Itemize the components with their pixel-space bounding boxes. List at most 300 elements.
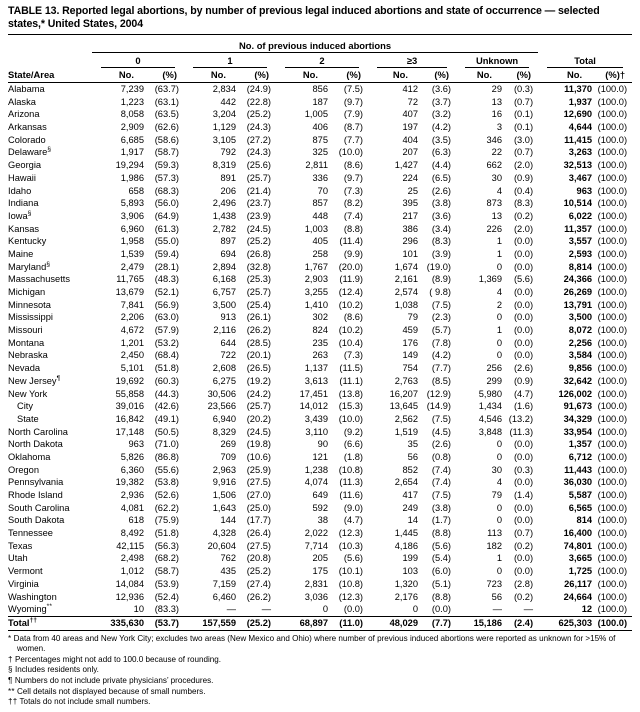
count-cell: 22: [491, 147, 502, 158]
count-cell: 6,565: [568, 502, 593, 513]
pct-cell: (11.1): [339, 375, 363, 386]
state-label: Delaware§: [8, 146, 52, 158]
pct-cell: (0.7): [513, 96, 534, 107]
count-cell: 592: [312, 502, 328, 513]
count-cell: 302: [312, 312, 328, 323]
footnotes: [8, 634, 632, 708]
table-row: [8, 476, 632, 489]
pct-cell: (25.4): [246, 299, 271, 310]
pct-cell: (10.0): [338, 413, 363, 424]
footnote: † Percentages might not add to 100.0 because of rounding.: [8, 654, 222, 664]
table-row: [8, 286, 632, 299]
pct-cell: (11.3): [339, 477, 363, 488]
count-cell: 1,986: [120, 172, 144, 183]
table-row: [8, 96, 632, 109]
pct-cell: (4.7): [343, 515, 363, 526]
count-cell: 1,038: [394, 299, 418, 310]
pct-cell: (7.8): [431, 337, 451, 348]
pct-cell: (19.2): [246, 375, 271, 386]
count-cell: 30,506: [207, 388, 236, 399]
state-label: City: [17, 401, 34, 412]
count-cell: 448: [312, 210, 328, 221]
count-cell: 235: [312, 337, 328, 348]
count-cell: 39,016: [115, 401, 144, 412]
pct-cell: (4.2): [431, 350, 451, 361]
pct-cell: (1.7): [431, 515, 451, 526]
table-row: [8, 362, 632, 375]
count-cell: 10: [133, 604, 144, 615]
count-cell: 55,858: [115, 388, 144, 399]
pct-cell: (4.5): [431, 426, 451, 437]
table-row: [8, 146, 632, 159]
count-cell: 13: [491, 210, 502, 221]
table-row: [8, 349, 632, 362]
pct-cell: (11.0): [328, 616, 368, 630]
count-cell: 3,500: [212, 299, 236, 310]
sub-header-no: No.: [456, 68, 502, 83]
pct-cell: (0.2): [513, 210, 534, 221]
count-cell: 101: [402, 248, 418, 259]
state-label: Tennessee: [8, 528, 53, 539]
group-header-0: 0: [101, 54, 175, 68]
count-cell: 13,645: [389, 401, 418, 412]
count-cell: 442: [220, 96, 236, 107]
table-row: [8, 337, 632, 350]
pct-cell: (7.5): [343, 84, 363, 94]
footnote: § Includes residents only.: [8, 665, 99, 675]
pct-cell: (3.8): [431, 502, 451, 513]
pct-cell: (2.3): [431, 312, 451, 323]
pct-cell: (0.0): [513, 502, 534, 513]
count-cell: 644: [220, 337, 236, 348]
count-cell: 407: [402, 109, 418, 120]
count-cell: 11,357: [564, 223, 593, 234]
pct-cell: (8.7): [343, 122, 363, 133]
state-label: Pennsylvania: [8, 477, 64, 488]
count-cell: 11,443: [564, 464, 593, 475]
count-cell: 3,105: [212, 134, 236, 145]
count-cell: 263: [312, 350, 328, 361]
pct-cell: (56.9): [154, 299, 179, 310]
count-cell: 25: [407, 185, 418, 196]
count-cell: 459: [402, 325, 418, 336]
state-label: Minnesota: [8, 299, 51, 310]
table-row: [8, 578, 632, 591]
count-cell: 3,263: [568, 147, 593, 158]
pct-cell: (8.6): [343, 312, 363, 323]
pct-cell: (0.0): [513, 287, 534, 297]
count-cell: 2,176: [394, 591, 418, 602]
pct-cell: (3.6): [431, 210, 451, 221]
pct-cell: (100.0): [597, 109, 628, 120]
count-cell: 187: [312, 96, 328, 107]
state-label: Mississippi: [8, 312, 53, 323]
state-label: South Dakota: [8, 515, 65, 526]
count-cell: 48,029: [368, 616, 418, 630]
pct-cell: (100.0): [597, 274, 628, 285]
pct-cell: (0.0): [513, 553, 534, 564]
pct-cell: (100.0): [597, 426, 628, 437]
pct-cell: (26.4): [246, 528, 271, 539]
pct-cell: (0.0): [513, 515, 534, 526]
pct-cell: (11.4): [339, 236, 363, 247]
count-cell: 4,186: [394, 540, 418, 551]
count-cell: 33,954: [563, 426, 593, 437]
pct-cell: (9.0): [343, 502, 363, 513]
table-row: [8, 172, 632, 185]
pct-cell: (8.8): [431, 591, 451, 602]
pct-cell: (3.6): [431, 84, 451, 94]
count-cell: 1,201: [120, 337, 144, 348]
pct-cell: (56.0): [154, 198, 179, 209]
pct-cell: (23.9): [246, 210, 271, 221]
pct-cell: (7.7): [418, 616, 456, 630]
count-cell: 157,559: [184, 616, 236, 630]
count-cell: 12,690: [563, 109, 593, 120]
state-label: Georgia: [8, 160, 42, 171]
count-cell: —: [226, 604, 236, 615]
table-row: [8, 311, 632, 324]
pct-cell: (42.6): [154, 401, 179, 412]
pct-cell: —: [523, 604, 534, 615]
pct-cell: (63.7): [154, 84, 179, 94]
pct-cell: (7.5): [431, 413, 451, 424]
pct-cell: (44.3): [154, 388, 179, 399]
pct-cell: (0.0): [513, 566, 534, 577]
count-cell: 709: [220, 451, 236, 462]
pct-cell: (25.0): [246, 502, 271, 513]
pct-cell: (100.0): [597, 312, 628, 323]
pct-cell: (7.7): [343, 134, 363, 145]
count-cell: 0: [496, 350, 502, 361]
count-cell: 814: [576, 515, 593, 526]
pct-cell: (0.2): [513, 540, 534, 551]
count-cell: 1,003: [304, 223, 328, 234]
table-title: TABLE 13. Reported legal abortions, by number of previous legal induced abortions and state of occurrence — selected states,* United States, 2004: [8, 5, 600, 30]
footnote: †† Totals do not include small numbers.: [8, 697, 151, 707]
count-cell: 205: [312, 553, 328, 564]
pct-cell: (24.9): [246, 84, 271, 94]
count-cell: 4: [496, 287, 502, 297]
count-cell: 1,369: [478, 274, 502, 285]
pct-cell: (10.4): [338, 337, 363, 348]
count-cell: 0: [496, 451, 502, 462]
count-cell: 72: [407, 96, 418, 107]
state-label: Massachusetts: [8, 274, 71, 285]
count-cell: 8,492: [120, 528, 144, 539]
pct-cell: (5.6): [513, 274, 534, 285]
pct-cell: (100.0): [597, 515, 628, 526]
pct-cell: (11.6): [339, 490, 363, 500]
count-cell: 754: [402, 363, 418, 374]
pct-cell: (25.7): [246, 401, 271, 412]
count-cell: 3,467: [568, 172, 593, 183]
pct-cell: (100.0): [597, 248, 628, 259]
count-cell: 79: [491, 490, 502, 500]
count-cell: 19,382: [115, 477, 144, 488]
pct-cell: (3.9): [431, 248, 451, 259]
count-cell: 1,410: [304, 299, 328, 310]
pct-cell: (100.0): [597, 490, 628, 500]
state-label: New York: [8, 388, 48, 399]
count-cell: 386: [402, 223, 418, 234]
count-cell: 42,115: [116, 540, 144, 551]
state-label: Maine: [8, 248, 34, 259]
pct-cell: (3.5): [431, 134, 451, 145]
pct-cell: (2.6): [431, 439, 451, 450]
pct-cell: —: [261, 604, 271, 615]
pct-cell: (63.0): [154, 312, 179, 323]
pct-cell: (100.0): [597, 337, 628, 348]
spanner-gap: [538, 35, 632, 53]
pct-cell: (32.8): [246, 261, 271, 272]
pct-cell: (53.8): [154, 477, 179, 488]
pct-cell: (14.9): [426, 401, 451, 412]
state-label: Arkansas: [8, 122, 47, 133]
pct-cell: (61.3): [154, 223, 179, 234]
count-cell: 1,643: [212, 502, 236, 513]
count-cell: 6,360: [120, 464, 144, 475]
group-header-total: Total: [547, 54, 623, 68]
pct-cell: (11.3): [509, 426, 534, 437]
count-cell: 16,400: [563, 528, 593, 539]
pct-cell: (63.1): [154, 96, 179, 107]
count-cell: 56: [491, 591, 502, 602]
count-cell: 11,765: [116, 274, 144, 285]
pct-cell: (0.0): [513, 350, 534, 361]
count-cell: 5,893: [120, 198, 144, 209]
table-row: [8, 248, 632, 261]
state-label: Alaska: [8, 96, 36, 107]
pct-cell: (6.5): [431, 172, 451, 183]
count-cell: 4,081: [120, 502, 144, 513]
pct-cell: (7.3): [343, 350, 363, 361]
count-cell: 56: [407, 451, 418, 462]
count-cell: 1,519: [394, 426, 418, 437]
count-cell: 762: [220, 553, 236, 564]
count-cell: 6,757: [212, 287, 236, 297]
count-cell: 1: [496, 248, 502, 259]
count-cell: 335,630: [92, 616, 144, 630]
count-cell: 144: [220, 515, 236, 526]
count-cell: 395: [402, 198, 418, 209]
pct-cell: (9.7): [343, 172, 363, 183]
count-cell: 9,916: [212, 477, 236, 488]
count-cell: 17,451: [299, 388, 328, 399]
state-label: State: [17, 413, 39, 424]
pct-cell: (25.2): [246, 109, 271, 120]
pct-cell: (62.6): [154, 122, 179, 133]
pct-cell: (63.5): [154, 109, 179, 120]
pct-cell: (9.2): [343, 426, 363, 437]
count-cell: 9,856: [568, 363, 593, 374]
pct-cell: (100.0): [597, 134, 628, 145]
count-cell: 11,415: [564, 134, 593, 145]
pct-cell: (75.9): [154, 515, 179, 526]
count-cell: 6,022: [568, 210, 593, 221]
count-cell: 8,072: [568, 325, 593, 336]
count-cell: 224: [402, 172, 418, 183]
pct-cell: (8.2): [343, 198, 363, 209]
count-cell: 0: [496, 439, 502, 450]
count-cell: 5,980: [478, 388, 502, 399]
count-cell: 258: [312, 248, 328, 259]
count-cell: 6,275: [212, 375, 236, 386]
pct-cell: (7.9): [343, 109, 363, 120]
pct-cell: (3.8): [431, 198, 451, 209]
pct-cell: (100.0): [597, 325, 628, 336]
pct-cell: (10.1): [338, 566, 363, 577]
count-cell: 406: [312, 122, 328, 133]
pct-cell: (51.8): [154, 363, 179, 374]
count-cell: 30: [491, 172, 502, 183]
count-cell: 38: [317, 515, 328, 526]
table-row: [8, 83, 632, 96]
spanner-header: No. of previous induced abortions: [92, 35, 538, 53]
count-cell: 1,012: [120, 566, 144, 577]
count-cell: 3,500: [568, 312, 593, 323]
count-cell: 2,161: [394, 274, 418, 285]
pct-cell: (100.0): [597, 566, 628, 577]
pct-cell: (10.2): [338, 299, 363, 310]
count-cell: 197: [402, 122, 418, 133]
count-cell: 90: [317, 439, 328, 450]
count-cell: 7,841: [120, 299, 144, 310]
count-cell: 8,814: [568, 261, 593, 272]
count-cell: 3,204: [212, 109, 236, 120]
table-row: [8, 426, 632, 439]
count-cell: 103: [402, 566, 418, 577]
sub-header-no: No.: [92, 68, 144, 83]
count-cell: 23,566: [207, 401, 236, 412]
group-header-1: 1: [193, 54, 267, 68]
pct-cell: (5.1): [431, 578, 451, 589]
pct-cell: (15.3): [338, 401, 363, 412]
state-label: New Jersey¶: [8, 374, 61, 386]
table-row: [8, 552, 632, 565]
state-label: Indiana: [8, 198, 39, 209]
pct-cell: (100.0): [597, 261, 628, 272]
footnote: ** Cell details not displayed because of small numbers.: [8, 686, 206, 696]
count-cell: 2,894: [212, 261, 236, 272]
pct-cell: (59.3): [154, 160, 179, 171]
state-label: Maryland§: [8, 260, 51, 272]
count-cell: 10,514: [563, 198, 593, 209]
pct-cell: (9.9): [343, 248, 363, 259]
table-row: [8, 413, 632, 426]
pct-cell: (13.8): [338, 388, 363, 399]
pct-cell: (100.0): [597, 160, 628, 171]
pct-cell: (0.8): [431, 451, 451, 462]
count-cell: 29: [491, 84, 502, 94]
total-row: [8, 616, 632, 630]
table-row: [8, 108, 632, 121]
count-cell: 2,479: [120, 261, 144, 272]
count-cell: 2,782: [212, 223, 236, 234]
pct-cell: (26.2): [246, 325, 271, 336]
pct-cell: (100.0): [597, 287, 628, 297]
count-cell: 26,117: [564, 578, 593, 589]
count-cell: 336: [312, 172, 328, 183]
pct-cell: (25.9): [246, 464, 271, 475]
count-cell: 8,058: [120, 109, 144, 120]
pct-cell: (13.2): [508, 413, 534, 424]
sub-header-pct: (%): [502, 68, 538, 83]
count-cell: 1,238: [304, 464, 328, 475]
pct-cell: (25.7): [246, 287, 271, 297]
count-cell: 5,587: [568, 490, 593, 500]
count-cell: 2,022: [304, 528, 328, 539]
count-cell: 68,897: [276, 616, 328, 630]
count-cell: 2,963: [212, 464, 236, 475]
state-label: Utah: [8, 553, 28, 564]
pct-cell: (10.3): [338, 540, 363, 551]
pct-cell: (48.3): [154, 274, 179, 285]
count-cell: 6,960: [120, 223, 144, 234]
pct-cell: (2.6): [431, 185, 451, 196]
pct-cell: (24.5): [246, 426, 271, 437]
count-cell: 5,101: [120, 363, 144, 374]
pct-cell: ( 9.8): [429, 287, 451, 297]
count-cell: 8,329: [212, 426, 236, 437]
pct-cell: (58.6): [154, 134, 179, 145]
pct-cell: (0.7): [513, 528, 534, 539]
pct-cell: (0.0): [513, 248, 534, 259]
count-cell: 2: [496, 299, 502, 310]
count-cell: 16,842: [115, 413, 144, 424]
state-label: Oklahoma: [8, 451, 51, 462]
count-cell: 792: [220, 147, 236, 158]
count-cell: 296: [402, 236, 418, 247]
count-cell: 269: [220, 439, 236, 450]
pct-cell: (0.0): [513, 439, 534, 450]
count-cell: 4,328: [212, 528, 236, 539]
count-cell: 417: [402, 490, 418, 500]
count-cell: 2,608: [212, 363, 236, 374]
count-cell: 14: [407, 515, 418, 526]
state-label: Rhode Island: [8, 490, 63, 500]
count-cell: 34,329: [563, 413, 593, 424]
pct-cell: (0.0): [513, 312, 534, 323]
count-cell: 0: [496, 261, 502, 272]
count-cell: 19,692: [115, 375, 144, 386]
count-cell: 1,725: [568, 566, 593, 577]
table-row: [8, 324, 632, 337]
sub-header-pct: (%): [418, 68, 456, 83]
pct-cell: (60.3): [154, 375, 179, 386]
pct-cell: (0.7): [513, 147, 534, 158]
pct-cell: (3.4): [431, 223, 451, 234]
pct-cell: (0.0): [343, 604, 363, 615]
count-cell: 217: [402, 210, 418, 221]
count-cell: 20,604: [207, 540, 236, 551]
pct-cell: (26.5): [246, 363, 271, 374]
sub-header-no: No.: [276, 68, 328, 83]
table-row: [8, 299, 632, 312]
count-cell: 435: [220, 566, 236, 577]
pct-cell: (100.0): [597, 363, 628, 374]
sub-header-no: No.: [538, 68, 592, 83]
pct-cell: (26.8): [246, 248, 271, 259]
count-cell: 3,584: [568, 350, 593, 361]
pct-cell: (100.0): [597, 172, 628, 183]
state-label: Idaho: [8, 185, 32, 196]
table-row: [8, 489, 632, 502]
pct-cell: (10.6): [246, 451, 271, 462]
count-cell: 0: [496, 337, 502, 348]
pct-cell: (100.0): [597, 350, 628, 361]
count-cell: 4,546: [478, 413, 502, 424]
